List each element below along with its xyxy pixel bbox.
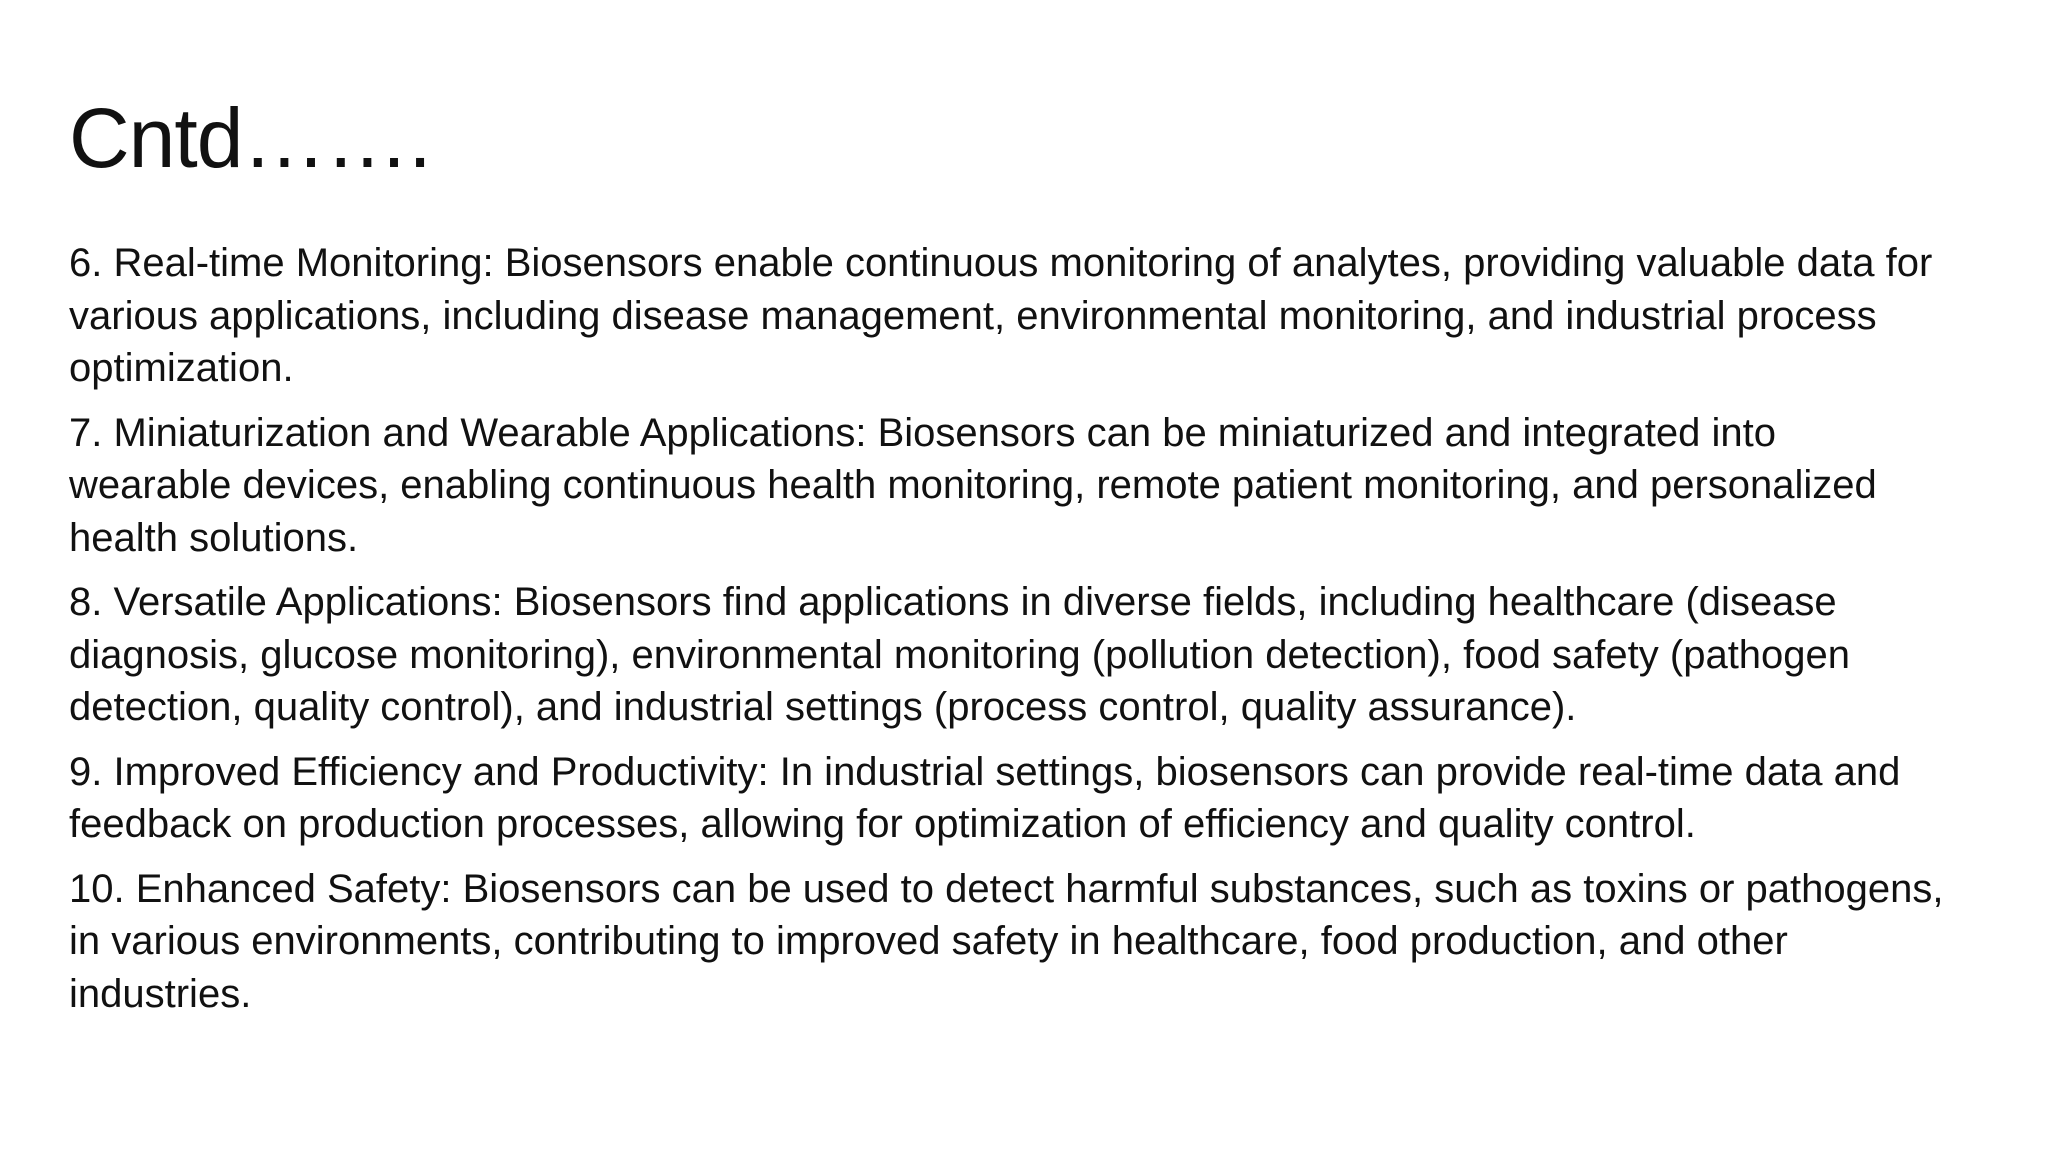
slide-body (69, 237, 1949, 1032)
point-6-real-time-monitoring: 6. Real-time Monitoring: Biosensors enable continuous monitoring of analytes, providing valuable data for various applications, including disease management, environmental monitoring, and industrial process optimization. (69, 241, 1933, 390)
point-10-enhanced-safety: 10. Enhanced Safety: Biosensors can be used to detect harmful substances, such as toxins or pathogens, in various environments, contributing to improved safety in healthcare, food production, and other industries. (69, 866, 1944, 1016)
point-8-versatile-applications: 8. Versatile Applications: Biosensors find applications in diverse fields, including healthcare (disease diagnosis, glucose monitoring), environmental monitoring (pollution detection), food safety (pathogen detection, quality control), and industrial settings (process control, quality assurance). (69, 580, 1851, 729)
point-7-miniaturization: 7. Miniaturization and Wearable Applications: Biosensors can be miniaturized and integrated into wearable devices, enabling continuous health monitoring, remote patient monitoring, and personalized health solutions. (69, 410, 1877, 560)
point-9-improved-efficiency: 9. Improved Efficiency and Productivity: In industrial settings, biosensors can provide real-time data and feedback on production processes, allowing for optimization of efficiency and quality control. (69, 749, 1901, 846)
slide-title: Cntd……. (69, 91, 431, 185)
